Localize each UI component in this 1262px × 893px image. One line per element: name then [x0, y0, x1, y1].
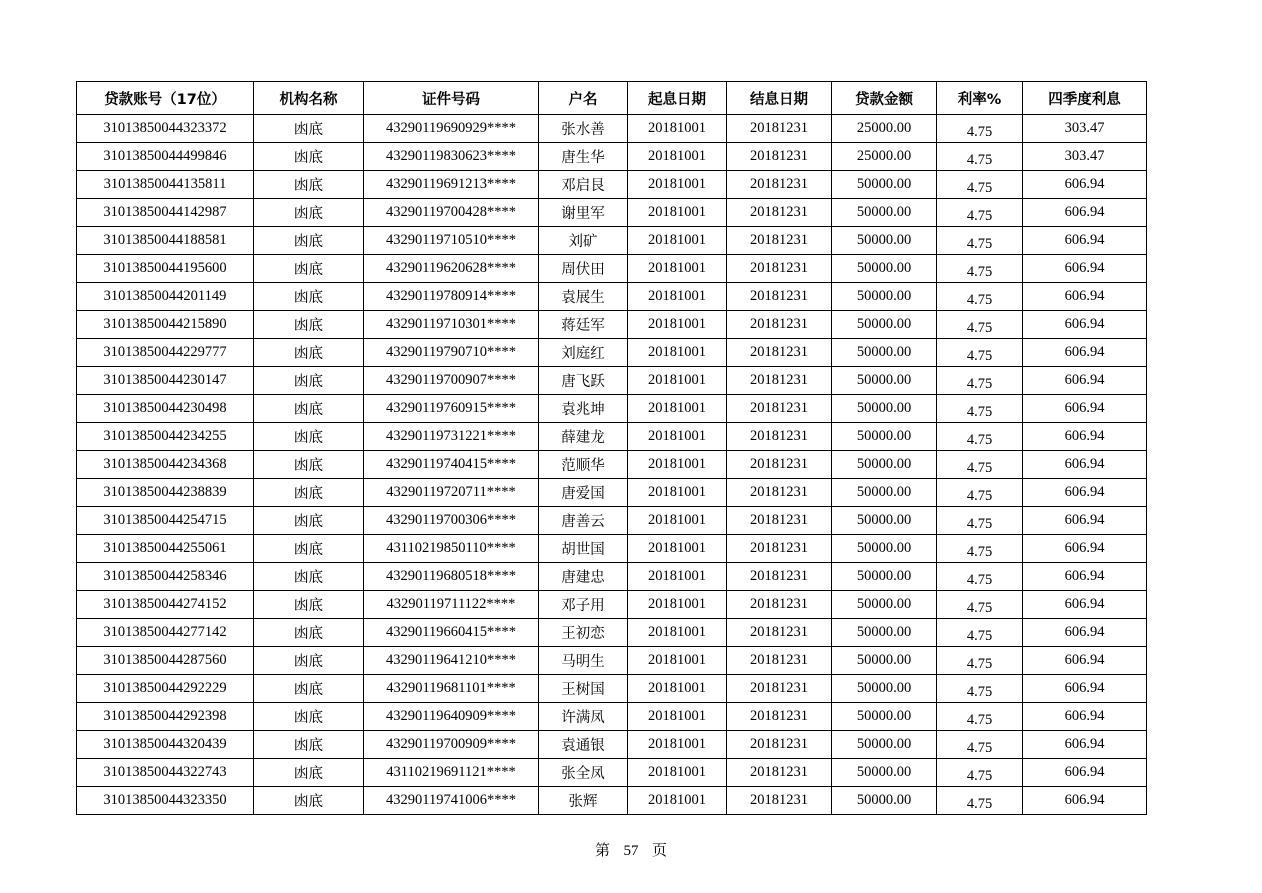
- cell-start-date: 20181001: [628, 647, 727, 675]
- cell-loan-amount: 50000.00: [832, 703, 937, 731]
- column-header-q4-interest: 四季度利息: [1023, 82, 1147, 115]
- page-footer-prefix: 第: [594, 843, 610, 859]
- table-row: [77, 395, 1147, 423]
- column-header-id-number: 证件号码: [364, 82, 539, 115]
- table-row: [77, 367, 1147, 395]
- table-row: [77, 619, 1147, 647]
- cell-id-number: 43110219691121****: [364, 759, 539, 787]
- cell-interest-rate: 4.75: [937, 255, 1023, 283]
- table-row: [77, 115, 1147, 143]
- cell-institution-name: 凼底: [254, 339, 364, 367]
- cell-loan-amount: 50000.00: [832, 787, 937, 815]
- cell-account-number: 31013850044292229: [77, 675, 254, 703]
- cell-interest-rate: 4.75: [937, 507, 1023, 535]
- cell-start-date: 20181001: [628, 227, 727, 255]
- table-row: [77, 143, 1147, 171]
- cell-id-number: 43290119681101****: [364, 675, 539, 703]
- cell-institution-name: 凼底: [254, 731, 364, 759]
- cell-q4-interest: 606.94: [1023, 619, 1147, 647]
- cell-q4-interest: 606.94: [1023, 227, 1147, 255]
- cell-q4-interest: 606.94: [1023, 759, 1147, 787]
- column-header-start-date: 起息日期: [628, 82, 727, 115]
- cell-account-holder: 薛建龙: [539, 423, 628, 451]
- cell-q4-interest: 606.94: [1023, 171, 1147, 199]
- cell-id-number: 43290119700907****: [364, 367, 539, 395]
- table-row: [77, 507, 1147, 535]
- cell-interest-rate: 4.75: [937, 451, 1023, 479]
- cell-account-holder: 袁通银: [539, 731, 628, 759]
- cell-loan-amount: 50000.00: [832, 619, 937, 647]
- cell-interest-rate: 4.75: [937, 143, 1023, 171]
- cell-loan-amount: 50000.00: [832, 423, 937, 451]
- table-row: [77, 227, 1147, 255]
- cell-institution-name: 凼底: [254, 311, 364, 339]
- cell-start-date: 20181001: [628, 143, 727, 171]
- cell-institution-name: 凼底: [254, 227, 364, 255]
- cell-id-number: 43290119760915****: [364, 395, 539, 423]
- cell-interest-rate: 4.75: [937, 115, 1023, 143]
- cell-account-holder: 张辉: [539, 787, 628, 815]
- loan-interest-table: [76, 81, 1147, 815]
- cell-start-date: 20181001: [628, 255, 727, 283]
- cell-end-date: 20181231: [727, 199, 832, 227]
- cell-loan-amount: 50000.00: [832, 535, 937, 563]
- cell-end-date: 20181231: [727, 731, 832, 759]
- cell-account-holder: 刘庭红: [539, 339, 628, 367]
- cell-account-holder: 蒋廷军: [539, 311, 628, 339]
- cell-end-date: 20181231: [727, 591, 832, 619]
- cell-account-number: 31013850044277142: [77, 619, 254, 647]
- cell-institution-name: 凼底: [254, 143, 364, 171]
- cell-institution-name: 凼底: [254, 199, 364, 227]
- cell-account-number: 31013850044135811: [77, 171, 254, 199]
- cell-end-date: 20181231: [727, 227, 832, 255]
- cell-account-number: 31013850044254715: [77, 507, 254, 535]
- cell-institution-name: 凼底: [254, 479, 364, 507]
- cell-account-holder: 唐生华: [539, 143, 628, 171]
- cell-interest-rate: 4.75: [937, 227, 1023, 255]
- cell-q4-interest: 606.94: [1023, 255, 1147, 283]
- cell-end-date: 20181231: [727, 311, 832, 339]
- cell-id-number: 43290119690929****: [364, 115, 539, 143]
- cell-interest-rate: 4.75: [937, 703, 1023, 731]
- table-row: [77, 451, 1147, 479]
- cell-interest-rate: 4.75: [937, 339, 1023, 367]
- cell-end-date: 20181231: [727, 703, 832, 731]
- cell-account-holder: 王树国: [539, 675, 628, 703]
- cell-account-number: 31013850044230498: [77, 395, 254, 423]
- cell-start-date: 20181001: [628, 115, 727, 143]
- cell-start-date: 20181001: [628, 423, 727, 451]
- page-footer-suffix: 页: [652, 843, 668, 859]
- cell-id-number: 43290119700909****: [364, 731, 539, 759]
- column-header-account-holder: 户名: [539, 82, 628, 115]
- column-header-interest-rate: 利率%: [937, 82, 1023, 115]
- cell-loan-amount: 50000.00: [832, 451, 937, 479]
- table-row: [77, 479, 1147, 507]
- cell-interest-rate: 4.75: [937, 563, 1023, 591]
- cell-start-date: 20181001: [628, 199, 727, 227]
- cell-account-number: 31013850044234368: [77, 451, 254, 479]
- cell-end-date: 20181231: [727, 367, 832, 395]
- cell-account-number: 31013850044188581: [77, 227, 254, 255]
- cell-interest-rate: 4.75: [937, 367, 1023, 395]
- cell-end-date: 20181231: [727, 339, 832, 367]
- cell-account-holder: 袁展生: [539, 283, 628, 311]
- table-row: [77, 563, 1147, 591]
- cell-institution-name: 凼底: [254, 787, 364, 815]
- table-row: [77, 199, 1147, 227]
- cell-loan-amount: 50000.00: [832, 311, 937, 339]
- cell-start-date: 20181001: [628, 787, 727, 815]
- table-row: [77, 535, 1147, 563]
- cell-interest-rate: 4.75: [937, 731, 1023, 759]
- cell-account-holder: 邓启艮: [539, 171, 628, 199]
- cell-account-number: 31013850044234255: [77, 423, 254, 451]
- cell-account-holder: 唐善云: [539, 507, 628, 535]
- cell-account-number: 31013850044274152: [77, 591, 254, 619]
- cell-q4-interest: 606.94: [1023, 311, 1147, 339]
- cell-account-holder: 刘矿: [539, 227, 628, 255]
- cell-q4-interest: 606.94: [1023, 451, 1147, 479]
- cell-start-date: 20181001: [628, 759, 727, 787]
- column-header-account-number: 贷款账号（17位）: [77, 82, 254, 115]
- cell-loan-amount: 50000.00: [832, 647, 937, 675]
- column-header-end-date: 结息日期: [727, 82, 832, 115]
- cell-end-date: 20181231: [727, 759, 832, 787]
- table-row: [77, 647, 1147, 675]
- cell-loan-amount: 50000.00: [832, 731, 937, 759]
- cell-account-number: 31013850044215890: [77, 311, 254, 339]
- cell-account-number: 31013850044322743: [77, 759, 254, 787]
- cell-q4-interest: 606.94: [1023, 591, 1147, 619]
- cell-account-number: 31013850044323350: [77, 787, 254, 815]
- cell-account-holder: 袁兆坤: [539, 395, 628, 423]
- cell-id-number: 43290119711122****: [364, 591, 539, 619]
- table-row: [77, 675, 1147, 703]
- cell-loan-amount: 50000.00: [832, 591, 937, 619]
- cell-start-date: 20181001: [628, 451, 727, 479]
- cell-start-date: 20181001: [628, 367, 727, 395]
- cell-end-date: 20181231: [727, 619, 832, 647]
- cell-loan-amount: 25000.00: [832, 115, 937, 143]
- cell-end-date: 20181231: [727, 507, 832, 535]
- cell-institution-name: 凼底: [254, 591, 364, 619]
- cell-loan-amount: 50000.00: [832, 283, 937, 311]
- cell-end-date: 20181231: [727, 675, 832, 703]
- table-body: [77, 115, 1147, 815]
- cell-q4-interest: 606.94: [1023, 507, 1147, 535]
- cell-institution-name: 凼底: [254, 367, 364, 395]
- cell-loan-amount: 50000.00: [832, 563, 937, 591]
- cell-end-date: 20181231: [727, 171, 832, 199]
- cell-institution-name: 凼底: [254, 619, 364, 647]
- cell-start-date: 20181001: [628, 311, 727, 339]
- cell-id-number: 43290119790710****: [364, 339, 539, 367]
- cell-loan-amount: 50000.00: [832, 199, 937, 227]
- cell-institution-name: 凼底: [254, 115, 364, 143]
- cell-q4-interest: 606.94: [1023, 283, 1147, 311]
- cell-q4-interest: 606.94: [1023, 563, 1147, 591]
- cell-account-holder: 唐飞跃: [539, 367, 628, 395]
- cell-loan-amount: 25000.00: [832, 143, 937, 171]
- cell-q4-interest: 606.94: [1023, 479, 1147, 507]
- cell-loan-amount: 50000.00: [832, 339, 937, 367]
- cell-institution-name: 凼底: [254, 703, 364, 731]
- cell-institution-name: 凼底: [254, 423, 364, 451]
- cell-loan-amount: 50000.00: [832, 171, 937, 199]
- cell-q4-interest: 606.94: [1023, 423, 1147, 451]
- cell-account-number: 31013850044323372: [77, 115, 254, 143]
- cell-interest-rate: 4.75: [937, 171, 1023, 199]
- cell-end-date: 20181231: [727, 647, 832, 675]
- cell-q4-interest: 606.94: [1023, 395, 1147, 423]
- cell-q4-interest: 606.94: [1023, 703, 1147, 731]
- cell-institution-name: 凼底: [254, 255, 364, 283]
- cell-id-number: 43290119641210****: [364, 647, 539, 675]
- cell-start-date: 20181001: [628, 731, 727, 759]
- cell-loan-amount: 50000.00: [832, 227, 937, 255]
- cell-account-number: 31013850044320439: [77, 731, 254, 759]
- cell-q4-interest: 606.94: [1023, 339, 1147, 367]
- table-row: [77, 255, 1147, 283]
- page-footer: [0, 839, 1262, 860]
- cell-q4-interest: 606.94: [1023, 199, 1147, 227]
- cell-q4-interest: 606.94: [1023, 535, 1147, 563]
- cell-account-number: 31013850044195600: [77, 255, 254, 283]
- cell-account-number: 31013850044287560: [77, 647, 254, 675]
- cell-start-date: 20181001: [628, 395, 727, 423]
- cell-interest-rate: 4.75: [937, 787, 1023, 815]
- cell-start-date: 20181001: [628, 675, 727, 703]
- cell-q4-interest: 303.47: [1023, 115, 1147, 143]
- cell-start-date: 20181001: [628, 479, 727, 507]
- cell-start-date: 20181001: [628, 703, 727, 731]
- cell-account-holder: 唐建忠: [539, 563, 628, 591]
- cell-institution-name: 凼底: [254, 507, 364, 535]
- cell-end-date: 20181231: [727, 115, 832, 143]
- cell-loan-amount: 50000.00: [832, 759, 937, 787]
- table-row: [77, 787, 1147, 815]
- cell-end-date: 20181231: [727, 255, 832, 283]
- cell-institution-name: 凼底: [254, 647, 364, 675]
- cell-id-number: 43290119740415****: [364, 451, 539, 479]
- cell-loan-amount: 50000.00: [832, 479, 937, 507]
- cell-interest-rate: 4.75: [937, 591, 1023, 619]
- cell-start-date: 20181001: [628, 619, 727, 647]
- cell-id-number: 43290119741006****: [364, 787, 539, 815]
- cell-account-holder: 马明生: [539, 647, 628, 675]
- table-row: [77, 171, 1147, 199]
- cell-account-holder: 张全凤: [539, 759, 628, 787]
- cell-id-number: 43290119720711****: [364, 479, 539, 507]
- cell-account-holder: 王初恋: [539, 619, 628, 647]
- cell-interest-rate: 4.75: [937, 759, 1023, 787]
- cell-start-date: 20181001: [628, 535, 727, 563]
- cell-institution-name: 凼底: [254, 395, 364, 423]
- cell-interest-rate: 4.75: [937, 423, 1023, 451]
- cell-loan-amount: 50000.00: [832, 255, 937, 283]
- cell-account-holder: 邓子用: [539, 591, 628, 619]
- cell-end-date: 20181231: [727, 535, 832, 563]
- cell-end-date: 20181231: [727, 395, 832, 423]
- table-row: [77, 703, 1147, 731]
- cell-account-number: 31013850044499846: [77, 143, 254, 171]
- cell-institution-name: 凼底: [254, 535, 364, 563]
- table-row: [77, 591, 1147, 619]
- cell-interest-rate: 4.75: [937, 311, 1023, 339]
- cell-q4-interest: 606.94: [1023, 675, 1147, 703]
- cell-loan-amount: 50000.00: [832, 507, 937, 535]
- cell-q4-interest: 606.94: [1023, 367, 1147, 395]
- cell-id-number: 43290119830623****: [364, 143, 539, 171]
- cell-id-number: 43290119780914****: [364, 283, 539, 311]
- cell-interest-rate: 4.75: [937, 647, 1023, 675]
- cell-start-date: 20181001: [628, 591, 727, 619]
- cell-id-number: 43290119691213****: [364, 171, 539, 199]
- cell-id-number: 43290119640909****: [364, 703, 539, 731]
- cell-account-holder: 唐爱国: [539, 479, 628, 507]
- table-row: [77, 283, 1147, 311]
- cell-start-date: 20181001: [628, 507, 727, 535]
- cell-account-number: 31013850044292398: [77, 703, 254, 731]
- table-row: [77, 731, 1147, 759]
- cell-account-number: 31013850044142987: [77, 199, 254, 227]
- cell-interest-rate: 4.75: [937, 479, 1023, 507]
- cell-account-holder: 张水善: [539, 115, 628, 143]
- cell-account-holder: 谢里军: [539, 199, 628, 227]
- cell-id-number: 43290119710510****: [364, 227, 539, 255]
- cell-end-date: 20181231: [727, 451, 832, 479]
- table-row: [77, 423, 1147, 451]
- cell-id-number: 43290119620628****: [364, 255, 539, 283]
- cell-institution-name: 凼底: [254, 451, 364, 479]
- cell-id-number: 43290119660415****: [364, 619, 539, 647]
- cell-account-holder: 胡世国: [539, 535, 628, 563]
- cell-id-number: 43290119700428****: [364, 199, 539, 227]
- table-header-row: [77, 82, 1147, 115]
- column-header-loan-amount: 贷款金额: [832, 82, 937, 115]
- page-number: 57: [623, 843, 639, 859]
- cell-loan-amount: 50000.00: [832, 367, 937, 395]
- cell-account-number: 31013850044258346: [77, 563, 254, 591]
- cell-id-number: 43110219850110****: [364, 535, 539, 563]
- cell-end-date: 20181231: [727, 479, 832, 507]
- cell-account-number: 31013850044230147: [77, 367, 254, 395]
- cell-id-number: 43290119731221****: [364, 423, 539, 451]
- cell-start-date: 20181001: [628, 563, 727, 591]
- cell-q4-interest: 606.94: [1023, 787, 1147, 815]
- cell-institution-name: 凼底: [254, 563, 364, 591]
- cell-account-number: 31013850044255061: [77, 535, 254, 563]
- table-row: [77, 339, 1147, 367]
- cell-id-number: 43290119710301****: [364, 311, 539, 339]
- cell-start-date: 20181001: [628, 283, 727, 311]
- cell-account-number: 31013850044201149: [77, 283, 254, 311]
- cell-loan-amount: 50000.00: [832, 395, 937, 423]
- cell-id-number: 43290119700306****: [364, 507, 539, 535]
- cell-account-holder: 范顺华: [539, 451, 628, 479]
- cell-start-date: 20181001: [628, 339, 727, 367]
- cell-interest-rate: 4.75: [937, 675, 1023, 703]
- cell-account-holder: 周伏田: [539, 255, 628, 283]
- cell-end-date: 20181231: [727, 563, 832, 591]
- cell-q4-interest: 606.94: [1023, 731, 1147, 759]
- cell-interest-rate: 4.75: [937, 535, 1023, 563]
- cell-institution-name: 凼底: [254, 675, 364, 703]
- cell-loan-amount: 50000.00: [832, 675, 937, 703]
- cell-start-date: 20181001: [628, 171, 727, 199]
- cell-interest-rate: 4.75: [937, 619, 1023, 647]
- cell-account-number: 31013850044229777: [77, 339, 254, 367]
- cell-end-date: 20181231: [727, 283, 832, 311]
- cell-q4-interest: 606.94: [1023, 647, 1147, 675]
- table-row: [77, 311, 1147, 339]
- cell-end-date: 20181231: [727, 423, 832, 451]
- cell-account-holder: 许满凤: [539, 703, 628, 731]
- cell-interest-rate: 4.75: [937, 199, 1023, 227]
- table-row: [77, 759, 1147, 787]
- cell-account-number: 31013850044238839: [77, 479, 254, 507]
- column-header-institution-name: 机构名称: [254, 82, 364, 115]
- cell-end-date: 20181231: [727, 787, 832, 815]
- cell-interest-rate: 4.75: [937, 283, 1023, 311]
- cell-q4-interest: 303.47: [1023, 143, 1147, 171]
- cell-end-date: 20181231: [727, 143, 832, 171]
- cell-institution-name: 凼底: [254, 283, 364, 311]
- cell-interest-rate: 4.75: [937, 395, 1023, 423]
- cell-id-number: 43290119680518****: [364, 563, 539, 591]
- cell-institution-name: 凼底: [254, 759, 364, 787]
- cell-institution-name: 凼底: [254, 171, 364, 199]
